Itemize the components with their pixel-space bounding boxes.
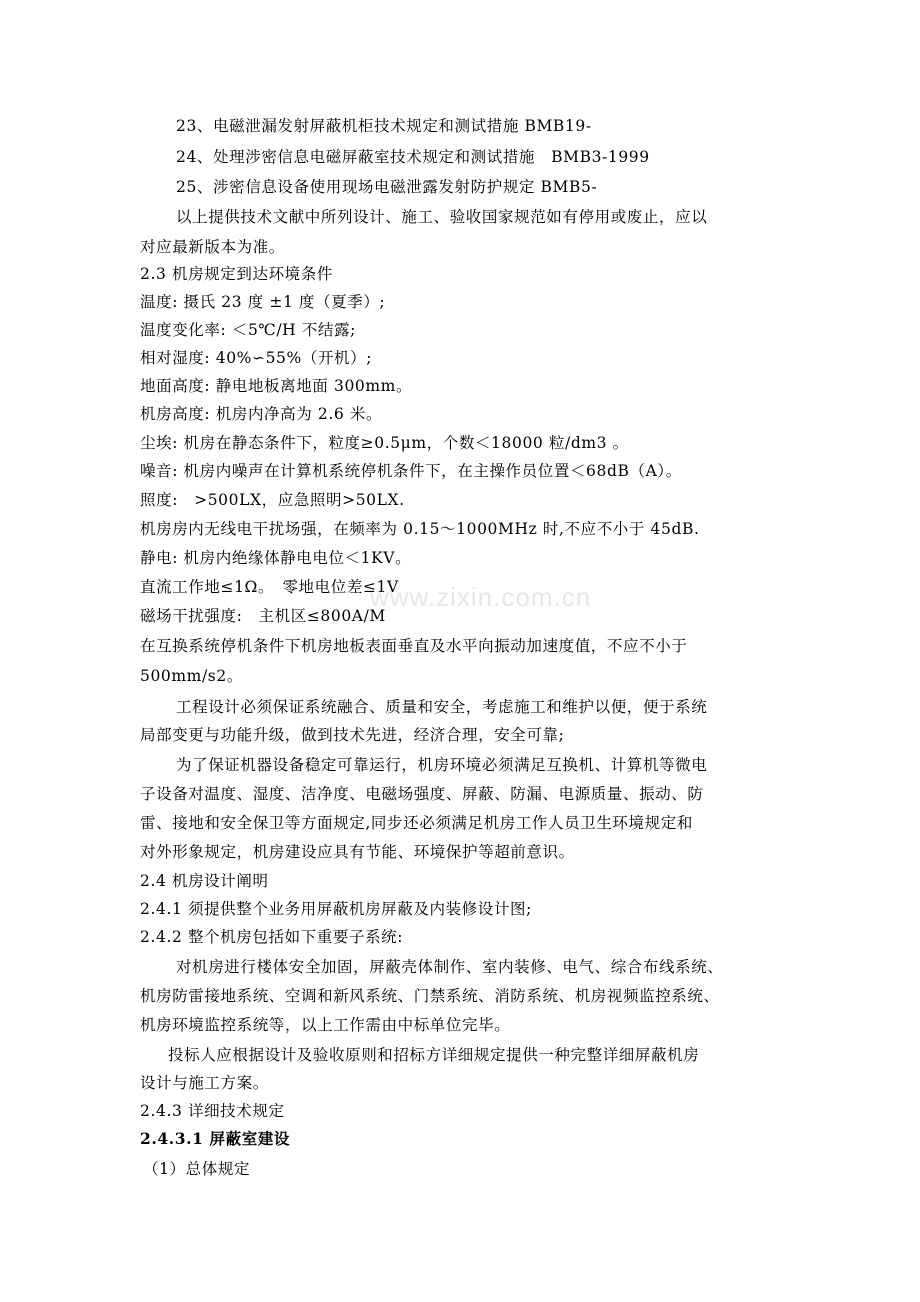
- text-line: 机房环境监控系统等，以上工作需由中标单位完毕。: [140, 1016, 511, 1034]
- text-line: 2.4.1 须提供整个业务用屏蔽机房屏蔽及内装修设计图;: [140, 900, 532, 918]
- text-line: 照度: >500LX，应急照明>50LX.: [140, 491, 405, 509]
- text-line: 对应最新版本为准。: [140, 238, 285, 256]
- text-line: 工程设计必须保证系统融合、质量和安全，考虑施工和维护以便，便于系统: [176, 698, 708, 716]
- text-line: 噪音: 机房内噪声在计算机系统停机条件下，在主操作员位置＜68dB（A）。: [140, 462, 682, 480]
- text-line: 对机房进行楼体安全加固，屏蔽壳体制作、室内装修、电气、综合布线系统、: [176, 958, 724, 976]
- text-line: 投标人应根据设计及验收原则和招标方详细规定提供一种完整详细屏蔽机房: [168, 1046, 700, 1064]
- text-line: 设计与施工方案。: [140, 1074, 269, 1092]
- text-line: 磁场干扰强度: 主机区≤800A/M: [140, 607, 386, 625]
- text-line: （1）总体规定: [143, 1160, 251, 1178]
- text-line: 静电: 机房内绝缘体静电电位＜1KV。: [140, 549, 412, 567]
- text-line: 温度: 摄氏 23 度 ±1 度（夏季）;: [140, 293, 386, 311]
- text-line: 尘埃: 机房在静态条件下，粒度≥0.5μm，个数＜18000 粒/dm3 。: [140, 434, 629, 452]
- text-line: 对外形象规定，机房建设应具有节能、环境保护等超前意识。: [140, 843, 575, 861]
- text-line: 局部变更与功能升级，做到技术先进，经济合理，安全可靠;: [140, 726, 565, 744]
- text-line: 相对湿度: 40%∽55%（开机）;: [140, 349, 373, 367]
- text-line: 为了保证机器设备稳定可靠运行，机房环境必须满足互换机、计算机等微电: [176, 756, 708, 774]
- text-line: 温度变化率: ＜5℃/H 不结露;: [140, 321, 356, 339]
- text-line: 500mm/s2。: [140, 667, 243, 685]
- text-line: 24、处理涉密信息电磁屏蔽室技术规定和测试措施 BMB3-1999: [176, 148, 650, 166]
- subsection-heading: 2.4.3.1 屏蔽室建设: [140, 1129, 291, 1148]
- text-line: 地面高度: 静电地板离地面 300mm。: [140, 377, 413, 395]
- text-line: 以上提供技术文献中所列设计、施工、验收国家规范如有停用或废止，应以: [176, 208, 708, 226]
- text-line: 机房房内无线电干扰场强，在频率为 0.15～1000MHz 时,不应不小于 45dB.: [140, 520, 700, 538]
- section-heading: 2.3 机房规定到达环境条件: [140, 265, 333, 283]
- text-line: 机房高度: 机房内净高为 2.6 米。: [140, 405, 383, 423]
- section-heading: 2.4 机房设计阐明: [140, 872, 269, 890]
- watermark: www.zixin.com.cn: [370, 582, 592, 612]
- text-line: 子设备对温度、湿度、洁净度、电磁场强度、屏蔽、防漏、电源质量、振动、防: [140, 785, 704, 803]
- text-line: 23、电磁泄漏发射屏蔽机柜技术规定和测试措施 BMB19-: [176, 117, 592, 135]
- text-line: 直流工作地≤1Ω。 零地电位差≤1V: [140, 578, 399, 596]
- text-line: 2.4.2 整个机房包括如下重要子系统:: [140, 928, 404, 946]
- text-line: 雷、接地和安全保卫等方面规定,同步还必须满足机房工作人员卫生环境规定和: [140, 814, 693, 832]
- text-line: 机房防雷接地系统、空调和新风系统、门禁系统、消防系统、机房视频监控系统、: [140, 987, 720, 1005]
- text-line: 25、涉密信息设备使用现场电磁泄露发射防护规定 BMB5-: [176, 178, 598, 196]
- section-heading: 2.4.3 详细技术规定: [140, 1102, 285, 1120]
- text-line: 在互换系统停机条件下机房地板表面垂直及水平向振动加速度值，不应不小于: [140, 637, 688, 655]
